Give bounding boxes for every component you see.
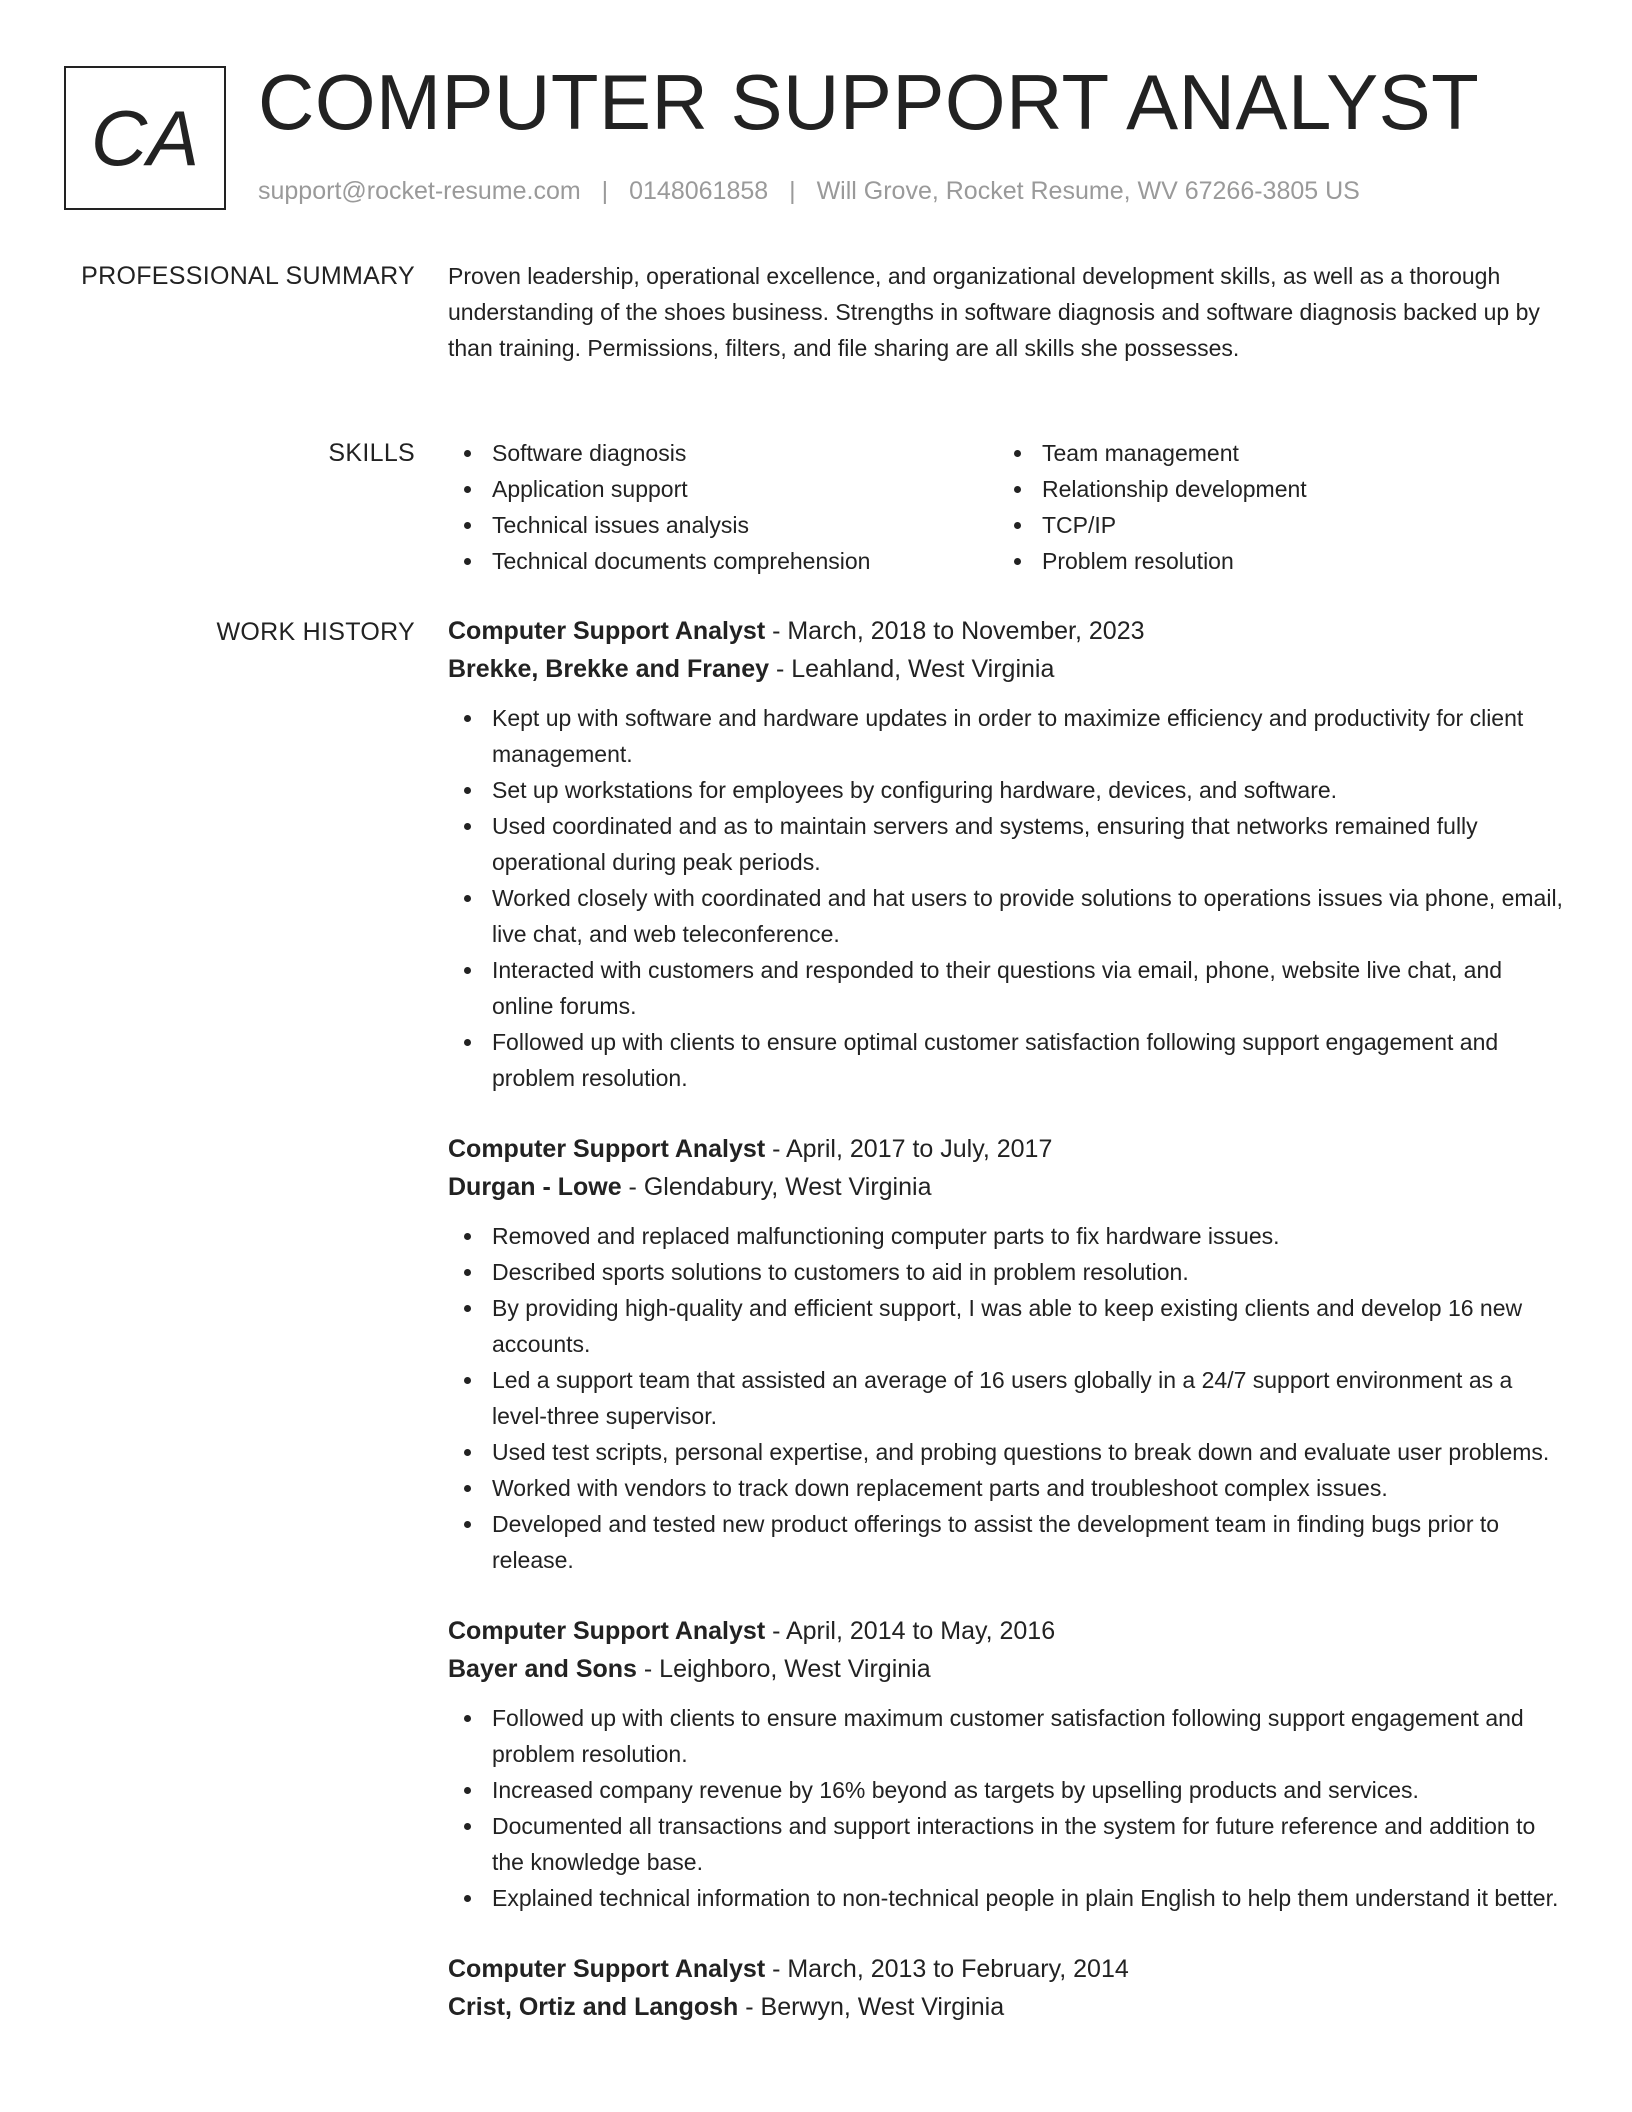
section-label-skills: SKILLS [328,439,415,467]
job-company: Brekke, Brekke and Franey [448,655,770,683]
skill-item: Team management [998,435,1548,471]
skill-item: TCP/IP [998,507,1548,543]
job-bullet: Led a support team that assisted an average of 16 users globally in a 24/7 support environment as a level-three supervisor. [448,1362,1566,1434]
job-bullets [448,1218,1566,1578]
job-bullet: By providing high-quality and efficient support, I was able to keep existing clients and develop 16 new accounts. [448,1290,1566,1362]
skills-list-left [448,435,998,579]
job-dates: - April, 2017 to July, 2017 [765,1135,1053,1163]
job-dates: - March, 2013 to February, 2014 [765,1955,1129,1983]
job-location: - Leighboro, West Virginia [636,1655,931,1683]
job-location: - Leahland, West Virginia [769,655,1055,683]
job-bullet: Worked with vendors to track down replacement parts and troubleshoot complex issues. [448,1470,1566,1506]
contact-line [258,174,1360,208]
job-bullet: Used test scripts, personal expertise, and probing questions to break down and evaluate user problems. [448,1434,1566,1470]
summary-text: Proven leadership, operational excellence, and organizational development skills, as well as a thorough understanding of the shoes business. Strengths in software diagnosis and software diagnosis backed up by than training. Permissions, filters, and file sharing are all skills she possesses. [448,263,1540,361]
job-entry [448,1612,1566,1916]
skill-item: Application support [448,471,998,507]
contact-separator: | [601,177,609,205]
job-bullets [448,1700,1566,1916]
job-bullet: Explained technical information to non-technical people in plain English to help them understand it better. [448,1880,1566,1916]
job-title: Computer Support Analyst [448,1955,766,1983]
job-title: Computer Support Analyst [448,617,766,645]
skills-list-right [998,435,1548,579]
contact-address: Will Grove, Rocket Resume, WV 67266-3805 US [816,177,1360,205]
section-label-work: WORK HISTORY [216,618,415,646]
job-bullet: Described sports solutions to customers to aid in problem resolution. [448,1254,1566,1290]
job-location: - Glendabury, West Virginia [621,1173,932,1201]
job-bullet: Used coordinated and as to maintain servers and systems, ensuring that networks remained fully operational during peak periods. [448,808,1566,880]
skill-item: Technical documents comprehension [448,543,998,579]
job-entry [448,1950,1566,2026]
job-bullet: Interacted with customers and responded to their questions via email, phone, website live chat, and online forums. [448,952,1566,1024]
job-bullet: Removed and replaced malfunctioning computer parts to fix hardware issues. [448,1218,1566,1254]
job-title: Computer Support Analyst [448,1135,766,1163]
skill-item: Relationship development [998,471,1548,507]
job-bullet: Increased company revenue by 16% beyond as targets by upselling products and services. [448,1772,1566,1808]
job-company-line [448,1650,1566,1688]
job-bullet: Worked closely with coordinated and hat users to provide solutions to operations issues via phone, email, live chat, and web teleconference. [448,880,1566,952]
skill-item: Technical issues analysis [448,507,998,543]
job-title-line [448,1130,1566,1168]
skill-item: Software diagnosis [448,435,998,471]
job-title-line [448,1950,1566,1988]
job-company: Crist, Ortiz and Langosh [448,1993,739,2021]
job-dates: - April, 2014 to May, 2016 [765,1617,1056,1645]
job-dates: - March, 2018 to November, 2023 [765,617,1145,645]
job-list [448,612,1566,2060]
job-company-line [448,650,1566,688]
monogram-badge [64,66,226,210]
job-bullet: Followed up with clients to ensure maximum customer satisfaction following support engagement and problem resolution. [448,1700,1566,1772]
job-title-line [448,612,1566,650]
job-bullet: Documented all transactions and support interactions in the system for future reference and addition to the knowledge base. [448,1808,1566,1880]
contact-email[interactable]: support@rocket-resume.com [258,177,581,205]
contact-separator: | [789,177,796,205]
skill-item: Problem resolution [998,543,1548,579]
resume-title: COMPUTER SUPPORT ANALYST [258,58,1480,146]
job-bullet: Followed up with clients to ensure optimal customer satisfaction following support engagement and problem resolution. [448,1024,1566,1096]
job-company-line [448,1168,1566,1206]
contact-phone[interactable]: 0148061858 [629,177,769,205]
section-label-summary: PROFESSIONAL SUMMARY [81,262,415,290]
job-title: Computer Support Analyst [448,1617,766,1645]
job-bullet: Set up workstations for employees by configuring hardware, devices, and software. [448,772,1566,808]
job-company-line [448,1988,1566,2026]
job-location: - Berwyn, West Virginia [738,1993,1005,2021]
job-company: Durgan - Lowe [448,1173,622,1201]
monogram-text: CA [90,93,200,182]
job-bullet: Developed and tested new product offerings to assist the development team in finding bugs prior to release. [448,1506,1566,1578]
job-company: Bayer and Sons [448,1655,637,1683]
job-bullet: Kept up with software and hardware updates in order to maximize efficiency and productivity for client management. [448,700,1566,772]
job-bullets [448,700,1566,1096]
job-entry [448,612,1566,1096]
job-title-line [448,1612,1566,1650]
job-entry [448,1130,1566,1578]
